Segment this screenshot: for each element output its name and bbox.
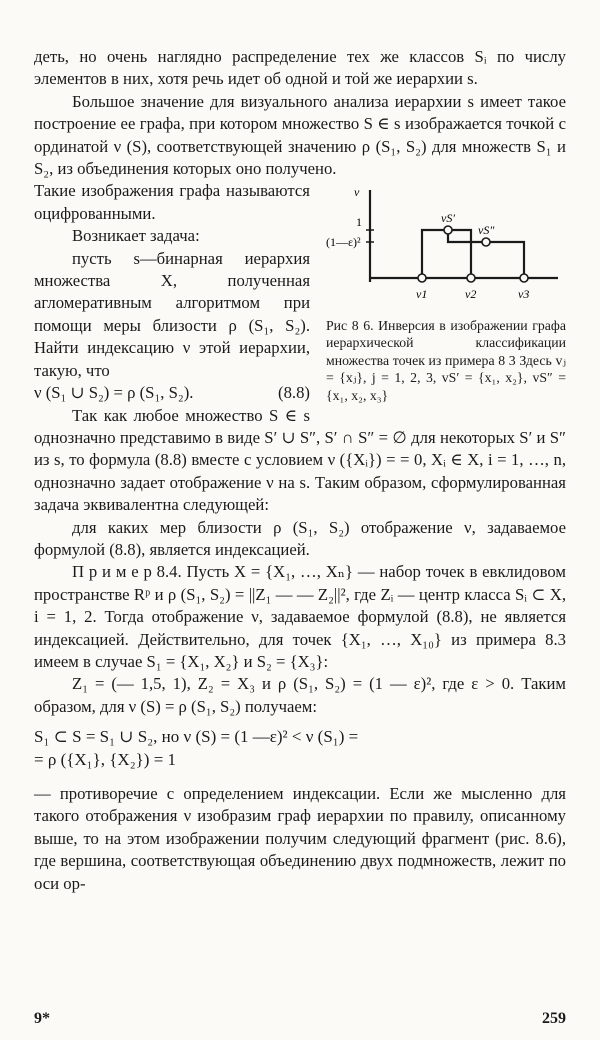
figure-8-6: [326, 182, 566, 404]
label-v1: v1: [416, 287, 428, 302]
paragraph-6: Так как любое множество S ∈ s однозначно представимо в виде S′ ∪ S″, S′ ∩ S″ = ∅ для некоторых S′ и S″ из s, то формула (8.8) вместе с условием ν ({Xᵢ}) = = 0, Xᵢ ∈ X, i = 1, …, n, однозначно задает отображение ν на s. Таким образом, сформулированная задача эквивалентна следующей:: [34, 405, 566, 515]
paragraph-3: Такие изображения графа называются оцифрованными.: [34, 181, 310, 223]
paragraph-8-example: П р и м е р 8.4. Пусть X = {X₁, …, Xₙ} — набор точек в евклидовом пространстве Rᵖ и ρ (S₁, S₂) = ||Z₁ — — Z₂||², где Zᵢ — центр класса Sᵢ ⊂ X, i = 1, 2. Тогда отображение ν, задаваемое формулой (8.8), не является индексацией. Действительно, для точек {X₁, …, X₁₀} из примера 8.3 имеем в случае S₁ = {X₁, X₂} и S₂ = {X₃}:: [34, 562, 566, 671]
paragraph-10: — противоречие с определением индексации. Если же мысленно для такого отображения ν изобразим граф иерархии по правилу, описанному выше, то на этом изображении получим следующий фрагмент (рис. 8.6), где вершина, соответствующая объединению двух подмножеств, лежит по оси ор-: [34, 784, 566, 893]
tick-label-lower: (1—ε)²: [326, 235, 361, 250]
equation-8-8-number: (8.8): [278, 383, 310, 403]
label-vs2: vS″: [478, 223, 495, 238]
tick-label-one: 1: [356, 215, 362, 230]
node-v3: [520, 274, 528, 282]
paragraph-7: для каких мер близости ρ (S₁, S₂) отображение ν, задаваемое формулой (8.8), является индексацией.: [34, 517, 566, 559]
figure-caption: Рис 8 6. Инверсия в изображении графа иерархической классификации множества точек из примера 8 3 Здесь vⱼ = {xⱼ}, j = 1, 2, 3, vS′ = {x₁, x₂}, vS″ = {x₁, x₂, x₃}: [326, 317, 566, 403]
paragraph-2: Большое значение для визуального анализа иерархии s имеет такое построение ее графа, при котором множество S ∈ s изображается точкой с ординатой ν (S), соответствующей значению ρ (S₁, S₂) для множеств S₁ и S₂, из объединения которых оно получено.: [34, 91, 566, 179]
figure-graph: [326, 182, 566, 310]
paragraph-9: Z₁ = (— 1,5, 1), Z₂ = X₃ и ρ (S₁, S₂) = (1 — ε)², где ε > 0. Таким образом, для ν (S) = ρ (S₁, S₂) получаем:: [34, 674, 566, 716]
node-v2: [467, 274, 475, 282]
label-v2: v2: [465, 287, 477, 302]
node-vs1: [444, 226, 452, 234]
node-vs2: [482, 238, 490, 246]
equation-8-8: [34, 382, 310, 404]
axis-label: ν: [354, 185, 360, 200]
paragraph-1: деть, но очень наглядно распределение тех же классов Sᵢ по числу элементов в них, хотя речь идет об одной и той же иерархии s.: [34, 47, 566, 89]
formula-line-2: = ρ ({X₁}, {X₂}) = 1: [34, 749, 177, 769]
formula-line-1: S₁ ⊂ S = S₁ ∪ S₂, но ν (S) = (1 —ε)² < ν (S₁) =: [34, 727, 359, 747]
label-vs1: vS′: [441, 211, 455, 226]
formula-block: [34, 726, 566, 771]
page-number: 259: [542, 1010, 566, 1027]
paragraph-5: пусть s—бинарная иерархия множества X, полученная агломеративным алгоритмом при помощи меры близости ρ (S₁, S₂). Найти индексацию ν этой иерархии, такую, что: [34, 248, 310, 380]
signature-mark: 9*: [34, 1010, 50, 1027]
dendrogram-link-s2: [448, 230, 524, 278]
page-body: [34, 46, 566, 895]
page-footer: [34, 1010, 566, 1028]
label-v3: v3: [518, 287, 530, 302]
node-v1: [418, 274, 426, 282]
equation-8-8-body: ν (S₁ ∪ S₂) = ρ (S₁, S₂).: [34, 383, 194, 403]
dendrogram-link-s1: [422, 230, 471, 278]
paragraph-4: Возникает задача:: [72, 226, 200, 246]
